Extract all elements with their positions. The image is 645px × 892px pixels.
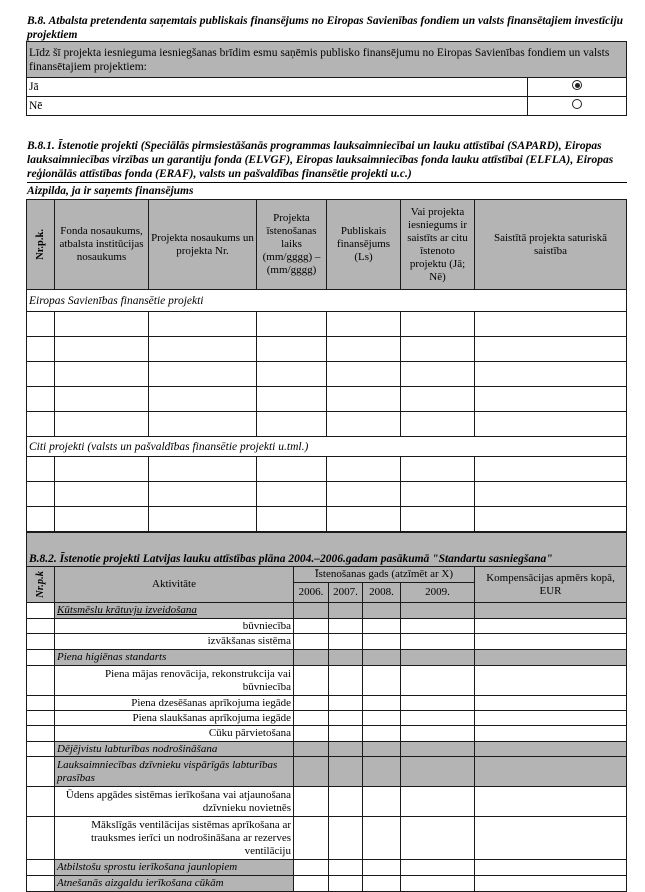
cell-input[interactable] [475, 507, 627, 532]
cell-input[interactable] [55, 457, 149, 482]
cell-input[interactable] [327, 312, 401, 337]
activity-label: Piena mājas renovācija, rekonstrukcija vai būvniecība [55, 666, 294, 696]
year-2007-cell[interactable] [329, 860, 363, 876]
cell-input[interactable] [27, 507, 55, 532]
cell-input[interactable] [475, 412, 627, 437]
cell-input[interactable] [327, 387, 401, 412]
year-2007-cell[interactable] [329, 711, 363, 726]
activity-row [27, 650, 627, 666]
year-2006-cell[interactable] [294, 817, 329, 860]
year-2006-cell[interactable] [294, 787, 329, 817]
cell-input[interactable] [149, 337, 257, 362]
cell-input[interactable] [27, 387, 55, 412]
cell-input[interactable] [149, 362, 257, 387]
option-row-no[interactable] [27, 97, 627, 116]
cell-input[interactable] [327, 457, 401, 482]
cell-input[interactable] [475, 337, 627, 362]
b8-question: Līdz šī projekta iesnieguma iesniegšanas brīdim esmu saņēmis publisko finansējumu no Eiropas Savienības fondiem un valsts finansētajiem projektiem: [27, 42, 627, 78]
cell-input[interactable] [257, 387, 327, 412]
compensation-cell[interactable] [475, 696, 627, 711]
section-b81-subtitle: Aizpilda, ja ir saņemts finansējums [27, 185, 194, 197]
compensation-cell[interactable] [475, 860, 627, 876]
year-2007-cell[interactable] [329, 726, 363, 742]
activity-label: Kūtsmēslu krātuvju izveidošana [55, 603, 294, 619]
activity-row [27, 634, 627, 650]
compensation-cell[interactable] [475, 817, 627, 860]
compensation-cell [475, 742, 627, 757]
activity-nr-cell[interactable] [27, 787, 55, 817]
cell-input[interactable] [401, 457, 475, 482]
year-2009-cell[interactable] [401, 787, 475, 817]
cell-input[interactable] [27, 362, 55, 387]
cell-input[interactable] [149, 507, 257, 532]
year-2007-cell[interactable] [329, 666, 363, 696]
year-2009-cell[interactable] [401, 696, 475, 711]
cell-input[interactable] [257, 507, 327, 532]
year-2007-cell [329, 603, 363, 619]
year-2007-cell[interactable] [329, 876, 363, 892]
cell-input[interactable] [475, 457, 627, 482]
year-2007-cell[interactable] [329, 696, 363, 711]
activity-nr-cell[interactable] [27, 696, 55, 711]
activity-label: Cūku pārvietošana [55, 726, 294, 742]
year-2008-cell [363, 603, 401, 619]
activity-nr-cell[interactable] [27, 726, 55, 742]
year-2008-cell[interactable] [363, 787, 401, 817]
compensation-cell[interactable] [475, 619, 627, 634]
cell-input[interactable] [401, 312, 475, 337]
cell-input[interactable] [257, 312, 327, 337]
year-2009-cell[interactable] [401, 634, 475, 650]
year-2009-cell[interactable] [401, 860, 475, 876]
activity-nr-cell[interactable] [27, 603, 55, 619]
header-public-funding: Publiskais finansējums (Ls) [327, 200, 401, 290]
activity-nr-cell[interactable] [27, 666, 55, 696]
b81-header-row [27, 200, 627, 290]
section-b8-title: B.8. Atbalsta pretendenta saņemtais publiskais finansējums no Eiropas Savienības fondiem un valsts finansētajiem investīciju projektiem [27, 15, 624, 41]
activity-label: Piena dzesēšanas aprīkojuma iegāde [55, 696, 294, 711]
cell-input[interactable] [257, 337, 327, 362]
activity-nr-cell[interactable] [27, 619, 55, 634]
cell-input[interactable] [475, 362, 627, 387]
year-2009-cell[interactable] [401, 711, 475, 726]
option-no-cell[interactable] [528, 97, 627, 116]
activity-row [27, 666, 627, 696]
option-row-yes[interactable] [27, 78, 627, 97]
header-linked-project: Vai projekta iesniegums ir saistīts ar citu īstenoto projektu (Jā; Nē) [401, 200, 475, 290]
table-row[interactable] [27, 507, 627, 532]
cell-input[interactable] [55, 412, 149, 437]
group-eu-projects: Eiropas Savienības finansētie projekti [27, 290, 627, 312]
activity-label: Atnešanās aizgaldu ierīkošana cūkām [55, 876, 294, 892]
group-other-projects: Citi projekti (valsts un pašvaldības finansētie projekti u.tml.) [27, 437, 627, 457]
year-2007-cell [329, 757, 363, 787]
year-2009: 2009. [401, 583, 475, 603]
year-2009-cell [401, 603, 475, 619]
year-2006-cell[interactable] [294, 634, 329, 650]
cell-input[interactable] [401, 337, 475, 362]
compensation-cell [475, 603, 627, 619]
cell-input[interactable] [401, 507, 475, 532]
activity-row [27, 603, 627, 619]
year-2008-cell [363, 757, 401, 787]
activity-label: Mākslīgās ventilācijas sistēmas aprīkošana ar trauksmes ierīci un nodrošināšana ar rezerves ventilāciju [55, 817, 294, 860]
b8-funding-table [26, 41, 627, 116]
cell-input[interactable] [55, 482, 149, 507]
cell-input[interactable] [27, 457, 55, 482]
cell-input[interactable] [27, 412, 55, 437]
table-row[interactable] [27, 312, 627, 337]
cell-input[interactable] [27, 337, 55, 362]
compensation-cell[interactable] [475, 634, 627, 650]
year-2008-cell[interactable] [363, 666, 401, 696]
compensation-cell[interactable] [475, 726, 627, 742]
year-2007-cell[interactable] [329, 817, 363, 860]
cell-input[interactable] [327, 412, 401, 437]
year-2007-cell [329, 650, 363, 666]
b81-projects-table [26, 199, 627, 532]
activity-row [27, 726, 627, 742]
cell-input[interactable] [327, 507, 401, 532]
cell-input[interactable] [475, 482, 627, 507]
cell-input[interactable] [327, 482, 401, 507]
year-2009-cell[interactable] [401, 619, 475, 634]
year-2006-cell [294, 603, 329, 619]
header-project-period: Projekta īstenošanas laiks (mm/gggg) – (mm/gggg) [257, 200, 327, 290]
cell-input[interactable] [401, 482, 475, 507]
header-fund-name: Fonda nosaukums, atbalsta institūcijas nosaukums [55, 200, 149, 290]
activity-nr-cell[interactable] [27, 711, 55, 726]
activity-nr-cell[interactable] [27, 757, 55, 787]
year-2007-cell [329, 742, 363, 757]
activity-row [27, 711, 627, 726]
cell-input[interactable] [55, 337, 149, 362]
table-row[interactable] [27, 387, 627, 412]
activity-nr-cell[interactable] [27, 876, 55, 892]
cell-input[interactable] [327, 337, 401, 362]
table-row[interactable] [27, 482, 627, 507]
cell-input[interactable] [401, 387, 475, 412]
activity-nr-cell[interactable] [27, 742, 55, 757]
activity-label: Atbilstošu sprostu ierīkošana jaunlopiem [55, 860, 294, 876]
cell-input[interactable] [401, 412, 475, 437]
year-2007-cell[interactable] [329, 619, 363, 634]
cell-input[interactable] [55, 387, 149, 412]
year-2006-cell [294, 650, 329, 666]
activity-label: izvākšanas sistēma [55, 634, 294, 650]
activity-nr-cell[interactable] [27, 817, 55, 860]
activity-nr-cell[interactable] [27, 634, 55, 650]
activity-label: Ūdens apgādes sistēmas ierīkošana vai atjaunošana dzīvnieku novietnēs [55, 787, 294, 817]
year-2008-cell [363, 742, 401, 757]
cell-input[interactable] [27, 482, 55, 507]
year-2008-cell[interactable] [363, 860, 401, 876]
year-2006-cell [294, 757, 329, 787]
activity-row [27, 860, 627, 876]
year-2006-cell [294, 742, 329, 757]
cell-input[interactable] [257, 362, 327, 387]
compensation-cell[interactable] [475, 666, 627, 696]
compensation-cell[interactable] [475, 787, 627, 817]
header-nr [27, 200, 55, 290]
cell-input[interactable] [257, 412, 327, 437]
year-2007: 2007. [329, 583, 363, 603]
cell-input[interactable] [149, 312, 257, 337]
activity-label: Piena higiēnas standarts [55, 650, 294, 666]
cell-input[interactable] [149, 412, 257, 437]
year-2006-cell[interactable] [294, 619, 329, 634]
option-yes-label: Jā [27, 78, 528, 97]
year-2008-cell[interactable] [363, 817, 401, 860]
radio-yes-selected-icon[interactable] [572, 80, 582, 90]
cell-input[interactable] [149, 482, 257, 507]
year-2008-cell [363, 650, 401, 666]
b82-activity-rows [27, 603, 627, 892]
year-2009-cell[interactable] [401, 666, 475, 696]
year-2008-cell[interactable] [363, 696, 401, 711]
section-b82-title: B.8.2. Īstenotie projekti Latvijas lauku attīstības plāna 2004.–2006.gadam pasākumā "Standartu sasniegšana" [27, 533, 627, 567]
year-2008-cell[interactable] [363, 876, 401, 892]
header-nr-text: Nr.p.k. [35, 229, 46, 260]
year-2006-cell[interactable] [294, 876, 329, 892]
year-2009-cell [401, 650, 475, 666]
b82-header-nr [27, 567, 55, 603]
activity-nr-cell[interactable] [27, 860, 55, 876]
b82-header-compensation: Kompensācijas apmērs kopā, EUR [475, 567, 627, 603]
year-2006-cell[interactable] [294, 726, 329, 742]
option-yes-cell[interactable] [528, 78, 627, 97]
year-2009-cell[interactable] [401, 876, 475, 892]
year-2006-cell[interactable] [294, 666, 329, 696]
table-row[interactable] [27, 337, 627, 362]
b82-header-activity: Aktivitāte [55, 567, 294, 603]
cell-input[interactable] [55, 312, 149, 337]
activity-row [27, 817, 627, 860]
cell-input[interactable] [149, 387, 257, 412]
year-2007-cell[interactable] [329, 787, 363, 817]
header-project-name: Projekta nosaukums un projekta Nr. [149, 200, 257, 290]
cell-input[interactable] [475, 387, 627, 412]
year-2009-cell [401, 757, 475, 787]
year-2008: 2008. [363, 583, 401, 603]
year-2009-cell[interactable] [401, 817, 475, 860]
activity-row [27, 619, 627, 634]
activity-row [27, 876, 627, 892]
table-row[interactable] [27, 457, 627, 482]
cell-input[interactable] [149, 457, 257, 482]
activity-row [27, 787, 627, 817]
cell-input[interactable] [327, 362, 401, 387]
year-2006: 2006. [294, 583, 329, 603]
activity-label: Lauksaimniecības dzīvnieku vispārīgās labturības prasības [55, 757, 294, 787]
table-row[interactable] [27, 362, 627, 387]
activity-nr-cell[interactable] [27, 650, 55, 666]
cell-input[interactable] [55, 507, 149, 532]
activity-label: būvniecība [55, 619, 294, 634]
year-2008-cell[interactable] [363, 619, 401, 634]
cell-input[interactable] [475, 312, 627, 337]
compensation-cell [475, 757, 627, 787]
activity-row [27, 757, 627, 787]
cell-input[interactable] [27, 312, 55, 337]
year-2009-cell [401, 742, 475, 757]
compensation-cell [475, 650, 627, 666]
b82-header-year-group: Īstenošanas gads (atzīmēt ar X) [294, 567, 475, 583]
option-no-label: Nē [27, 97, 528, 116]
year-2006-cell[interactable] [294, 711, 329, 726]
cell-input[interactable] [257, 457, 327, 482]
compensation-cell[interactable] [475, 711, 627, 726]
activity-row [27, 696, 627, 711]
year-2006-cell[interactable] [294, 860, 329, 876]
activity-label: Dējējvistu labturības nodrošināšana [55, 742, 294, 757]
year-2006-cell[interactable] [294, 696, 329, 711]
year-2008-cell[interactable] [363, 711, 401, 726]
radio-no-icon[interactable] [572, 99, 582, 109]
activity-row [27, 742, 627, 757]
table-row[interactable] [27, 412, 627, 437]
year-2009-cell[interactable] [401, 726, 475, 742]
header-linked-content: Saistītā projekta saturiskā saistība [475, 200, 627, 290]
activity-label: Piena slaukšanas aprīkojuma iegāde [55, 711, 294, 726]
year-2008-cell[interactable] [363, 634, 401, 650]
b82-standards-table [26, 532, 627, 892]
cell-input[interactable] [401, 362, 475, 387]
b82-header-nr-text: Nr.p.k [35, 571, 46, 598]
compensation-cell[interactable] [475, 876, 627, 892]
cell-input[interactable] [55, 362, 149, 387]
year-2008-cell[interactable] [363, 726, 401, 742]
cell-input[interactable] [257, 482, 327, 507]
section-b81-title: B.8.1. Īstenotie projekti (Speciālās pirmsiestāšanās programmas lauksaimniecībai un lauku attīstībai (SAPARD), Eiropas lauksaimniecības virzības un garantiju fonda (ELVGF), Eiropas lauksaimniecības fonda lauku attīstībai (ELFLA), Eiropas reģionālās attīstības fonda (ERAF), valsts un pašvaldības finansētie projekti u.c.) [27, 139, 627, 183]
year-2007-cell[interactable] [329, 634, 363, 650]
